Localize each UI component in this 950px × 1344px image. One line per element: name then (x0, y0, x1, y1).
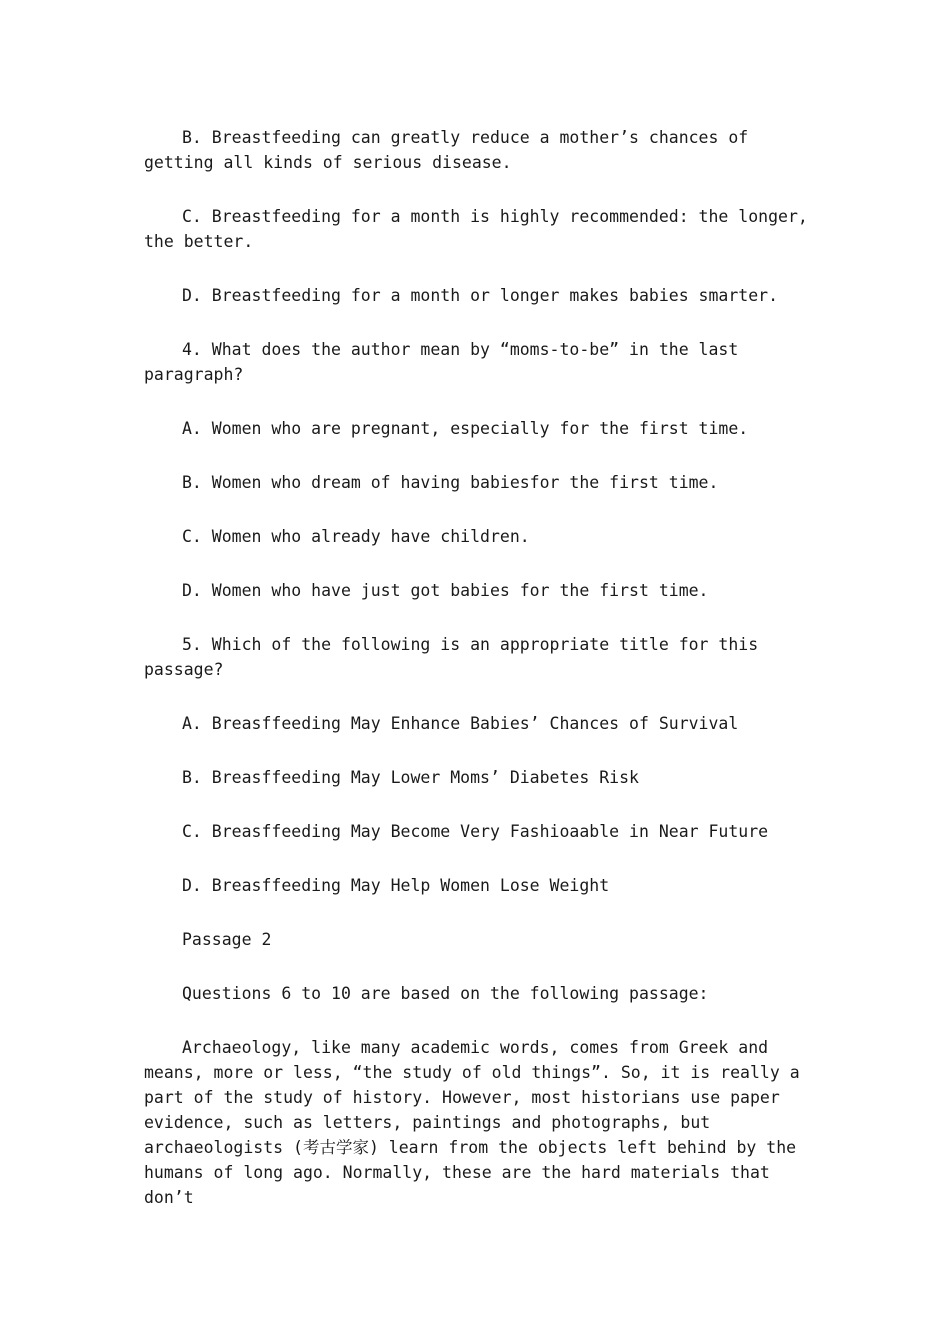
document-body (0, 125, 950, 1210)
section-heading-passage-2: Passage 2 (182, 930, 272, 949)
passage-2-paragraph-1: Archaeology, like many academic words, comes from Greek and means, more or less, “the study of old things”. So, it is really a part of the study of history. However, most historians use paper evidence, such as letters, paintings and photographs, but archaeologists (考古学家) learn from the objects left behind by the humans of long ago. Normally, these are the hard materials that don’t (144, 1038, 800, 1207)
question-5: 5. Which of the following is an appropriate title for this passage? (144, 635, 759, 679)
questions-instruction: Questions 6 to 10 are based on the following passage: (182, 984, 709, 1003)
option-3c: C. Breastfeeding for a month is highly recommended: the longer, the better. (144, 207, 808, 251)
option-4d: D. Women who have just got babies for the first time. (182, 581, 709, 600)
option-3b: B. Breastfeeding can greatly reduce a mother’s chances of getting all kinds of serious disease. (144, 128, 749, 172)
option-4b: B. Women who dream of having babiesfor the first time. (182, 473, 719, 492)
option-5d: D. Breasffeeding May Help Women Lose Weight (182, 876, 610, 895)
option-5b: B. Breasffeeding May Lower Moms’ Diabetes Risk (182, 768, 639, 787)
question-4: 4. What does the author mean by “moms-to-be” in the last paragraph? (144, 340, 739, 384)
option-5a: A. Breasffeeding May Enhance Babies’ Chances of Survival (182, 714, 739, 733)
option-4c: C. Women who already have children. (182, 527, 530, 546)
option-4a: A. Women who are pregnant, especially for the first time. (182, 419, 749, 438)
option-5c: C. Breasffeeding May Become Very Fashioaable in Near Future (182, 822, 769, 841)
option-3d: D. Breastfeeding for a month or longer makes babies smarter. (182, 286, 779, 305)
